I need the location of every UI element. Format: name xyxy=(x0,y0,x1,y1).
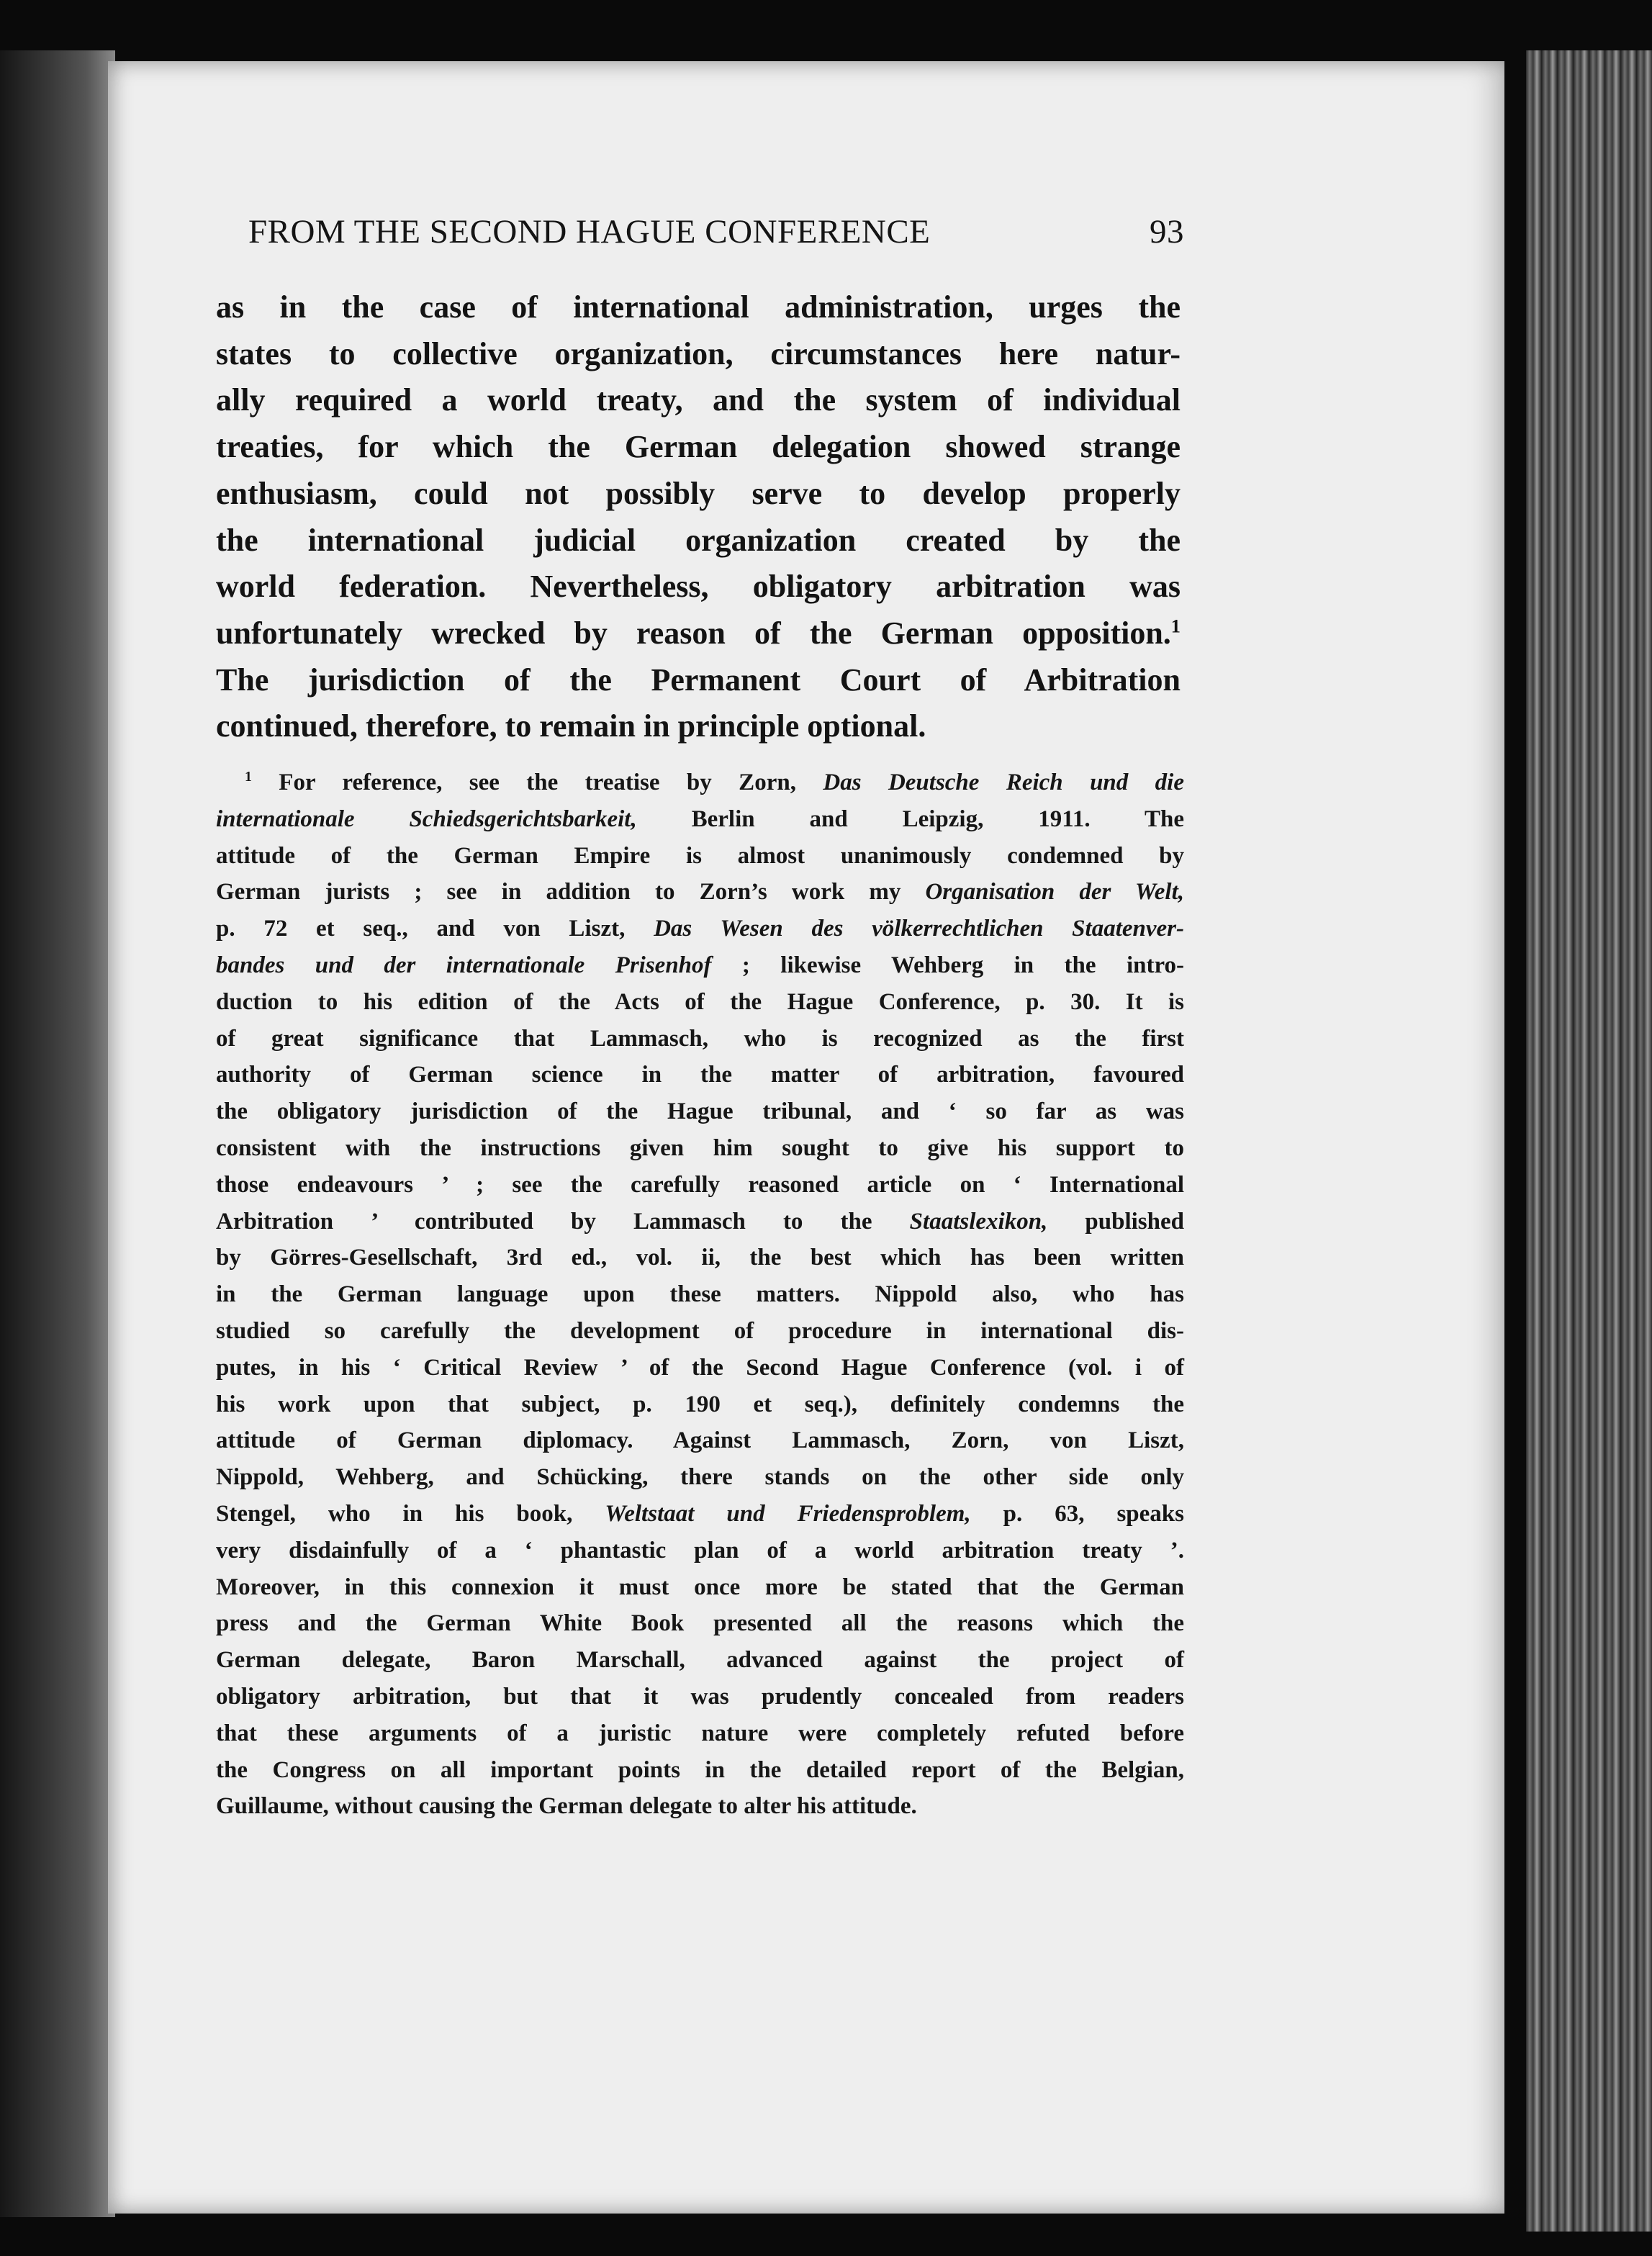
footnote-text: German jurists ; see in addition to Zorn’s work my xyxy=(216,879,926,906)
footnote-line xyxy=(216,874,1184,911)
footnote-title-italic: Das Deutsche Reich und die xyxy=(823,770,1184,795)
footnote-text: those endeavours ’ ; see the carefully reasoned article on ‘ International xyxy=(216,1171,1184,1198)
footnote-reference: 1 xyxy=(1170,615,1181,637)
footnote-text: ; likewise Wehberg in the intro- xyxy=(711,952,1184,978)
footnote-text: Moreover, in this connexion it must once more be stated that the German xyxy=(216,1574,1184,1600)
footnote-text: p. 63, speaks xyxy=(970,1500,1184,1527)
footnote-text: the obligatory jurisdiction of the Hague tribunal, and ‘ so far as was xyxy=(216,1098,1184,1125)
footnote-line xyxy=(216,1204,1184,1240)
footnote-title-italic: Weltstaat und Friedensproblem, xyxy=(605,1500,971,1527)
footnote-text: by Görres-Gesellschaft, 3rd ed., vol. ii, the best which has been written xyxy=(216,1245,1184,1271)
footnote-text: published xyxy=(1047,1208,1185,1235)
footnote-line xyxy=(216,1313,1184,1350)
footnote-title-italic: internationale Schiedsgerichtsbarkeit, xyxy=(216,806,637,832)
footnote-line xyxy=(216,1459,1184,1496)
footnote-line xyxy=(216,1569,1184,1606)
page-number: 93 xyxy=(1150,213,1184,251)
body-line: as in the case of international administration, urges the xyxy=(216,289,1181,325)
footnote-text: consistent with the instructions given him sought to give his support to xyxy=(216,1134,1184,1161)
footnote-text: Stengel, who in his book, xyxy=(216,1500,605,1527)
footnote-line xyxy=(216,947,1184,984)
footnote-text: German delegate, Baron Marschall, advanced against the project of xyxy=(216,1647,1184,1674)
body-line: world federation. Nevertheless, obligatory arbitration was xyxy=(216,569,1181,605)
footnote-title-italic: bandes und der internationale Prisenhof xyxy=(216,952,712,978)
footnote-text: Arbitration ’ contributed by Lammasch to the xyxy=(216,1208,910,1235)
footnote-text: Guillaume, without causing the German delegate to alter his attitude. xyxy=(216,1793,917,1820)
footnote-line xyxy=(216,1093,1184,1130)
body-line: ally required a world treaty, and the system of individual xyxy=(216,382,1181,418)
footnote-title-italic: Das Wesen des völkerrechtlichen Staatenver- xyxy=(654,916,1184,942)
body-line: treaties, for which the German delegation showed strange xyxy=(216,429,1181,465)
footnote-line xyxy=(216,1715,1184,1752)
footnote-text: putes, in his ‘ Critical Review ’ of the Second Hague Conference (vol. i of xyxy=(216,1354,1184,1381)
footnote-line xyxy=(216,1021,1184,1057)
footnote-text: attitude of German diplomacy. Against Lammasch, Zorn, von Liszt, xyxy=(216,1427,1184,1454)
footnote-line xyxy=(216,1752,1184,1789)
footnote-line xyxy=(216,1496,1184,1533)
footnote-text: p. 72 et seq., and von Liszt, xyxy=(216,916,654,942)
footnote-line xyxy=(216,1533,1184,1569)
body-line: the international judicial organization created by the xyxy=(216,522,1181,558)
footnote-line xyxy=(216,1057,1184,1093)
footnote-line xyxy=(216,1240,1184,1276)
footnote-line xyxy=(216,1130,1184,1167)
footnote-line xyxy=(216,1642,1184,1679)
right-page-edge xyxy=(1526,50,1652,2232)
footnote-text: of great significance that Lammasch, who is recognized as the first xyxy=(216,1025,1184,1052)
footnote-text: For reference, see the treatise by Zorn, xyxy=(279,770,823,795)
footnote-text: duction to his edition of the Acts of the Hague Conference, p. 30. It is xyxy=(216,988,1184,1015)
footnote-title-italic: Organisation der Welt, xyxy=(925,879,1184,906)
footnote-line xyxy=(216,1679,1184,1715)
body-line-text: unfortunately wrecked by reason of the German opposition. xyxy=(216,615,1171,651)
footnote-text: in the German language upon these matters. Nippold also, who has xyxy=(216,1281,1184,1308)
body-line xyxy=(216,610,1181,657)
footnote-text: press and the German White Book presented all the reasons which the xyxy=(216,1610,1184,1637)
footnote-line xyxy=(216,838,1184,875)
footnote-text: that these arguments of a juristic nature were completely refuted before xyxy=(216,1720,1184,1746)
body-paragraph xyxy=(216,284,1181,750)
body-line: states to collective organization, circumstances here natur- xyxy=(216,335,1181,371)
body-line: continued, therefore, to remain in principle optional. xyxy=(216,708,926,744)
footnote-text: attitude of the German Empire is almost unanimously condemned by xyxy=(216,842,1184,869)
footnote-line xyxy=(216,1276,1184,1313)
running-head xyxy=(248,212,1184,251)
footnote-text: authority of German science in the matter of arbitration, favoured xyxy=(216,1062,1184,1088)
footnote-line xyxy=(216,911,1184,947)
footnote-line xyxy=(216,1788,1184,1825)
footnote-text: obligatory arbitration, but that it was prudently concealed from readers xyxy=(216,1683,1184,1710)
body-line: enthusiasm, could not possibly serve to develop properly xyxy=(216,475,1181,511)
footnote-text: Berlin and Leipzig, 1911. The xyxy=(636,806,1184,832)
footnote-text: Nippold, Wehberg, and Schücking, there stands on the other side only xyxy=(216,1464,1184,1491)
footnote-text: his work upon that subject, p. 190 et seq.), definitely condemns the xyxy=(216,1391,1184,1417)
footnote-line xyxy=(216,1386,1184,1423)
footnote-title-italic: Staatslexikon, xyxy=(909,1208,1048,1235)
running-head-title: FROM THE SECOND HAGUE CONFERENCE xyxy=(248,213,931,251)
footnote-marker: 1 xyxy=(245,769,252,785)
footnote-text: studied so carefully the development of procedure in international dis- xyxy=(216,1317,1184,1344)
footnote-text: the Congress on all important points in the detailed report of the Belgian, xyxy=(216,1756,1184,1783)
footnote-line xyxy=(216,764,1184,801)
footnote-line xyxy=(216,1605,1184,1642)
left-page-edge xyxy=(0,50,115,2217)
footnote-line xyxy=(216,1167,1184,1204)
body-line: The jurisdiction of the Permanent Court of Arbitration xyxy=(216,662,1181,698)
footnote xyxy=(216,764,1184,1825)
footnote-line xyxy=(216,1422,1184,1459)
footnote-text: very disdainfully of a ‘ phantastic plan of a world arbitration treaty ’. xyxy=(216,1537,1184,1564)
footnote-line xyxy=(216,801,1184,838)
footnote-line xyxy=(216,1350,1184,1386)
footnote-line xyxy=(216,984,1184,1021)
